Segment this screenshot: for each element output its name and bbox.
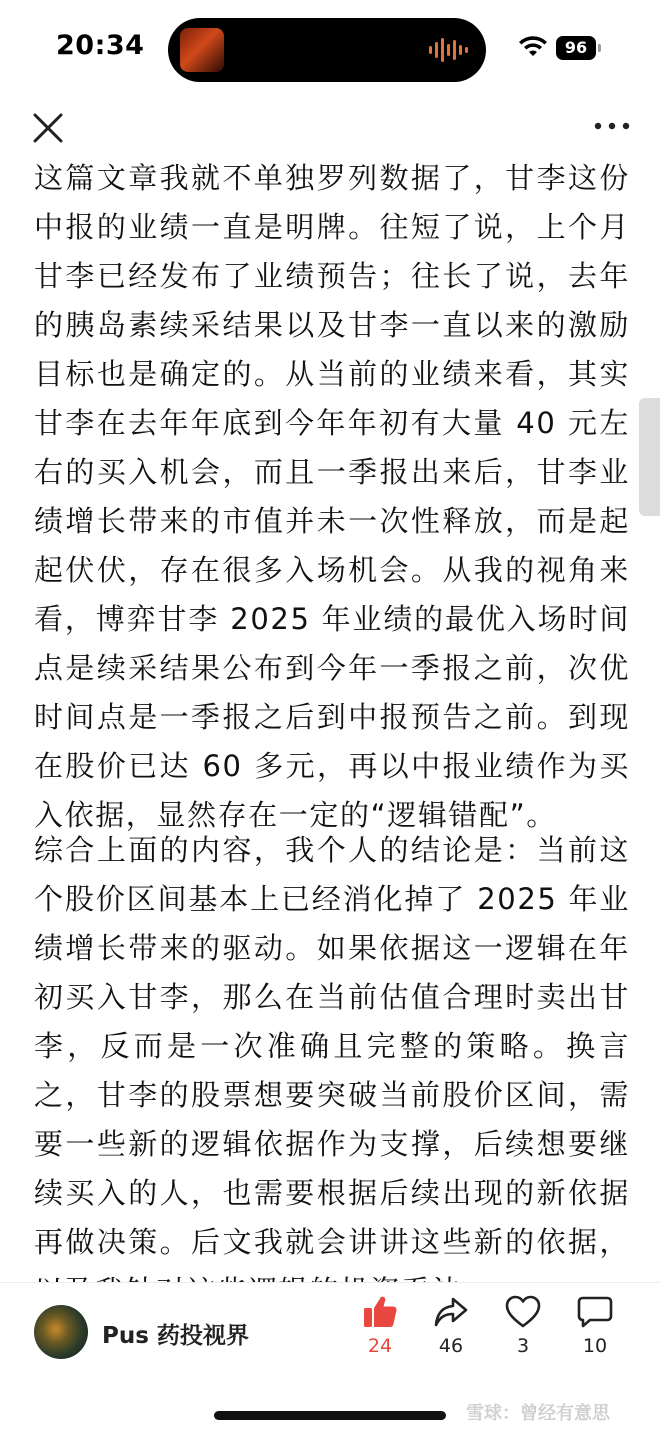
more-options-icon[interactable] (592, 116, 632, 136)
wifi-icon (518, 36, 548, 58)
status-time: 20:34 (56, 30, 145, 61)
share-icon (433, 1295, 469, 1329)
scrollbar-thumb[interactable] (639, 398, 660, 516)
share-button[interactable] (421, 1295, 481, 1375)
status-bar (0, 0, 660, 100)
like-count: 24 (367, 1335, 393, 1357)
dynamic-island[interactable] (168, 18, 486, 82)
close-icon[interactable] (30, 110, 66, 146)
watermark: 雪球：曾经有意思 (466, 1403, 610, 1424)
battery-tip (598, 44, 601, 52)
article-paragraph: 这篇文章我就不单独罗列数据了，甘李这份中报的业绩一直是明牌。往短了说，上个月甘李已经发布了业绩预告；往长了说，去年的胰岛素续采结果以及甘李一直以来的激励目标也是确定的。从当前的业绩来看，其实甘李在去年年底到今年年初有大量 40 元左右的买入机会，而且一季报出来后，甘李业绩增长带来的市值并未一次性释放，而是起起伏伏，存在很多入场机会。从我的视角来看，博弈甘李 2025 年业绩的最优入场时间点是续采结果公布到今年一季报之前，次优时间点是一季报之后到中报预告之前。到现在股价已达 60 多元，再以中报业绩作为买入依据，显然存在一定的“逻辑错配”。 (34, 161, 630, 832)
thumbs-up-icon (362, 1295, 398, 1329)
author-avatar[interactable] (34, 1305, 88, 1359)
now-playing-artwork (180, 28, 224, 72)
article-paragraph: 综合上面的内容，我个人的结论是：当前这个股价区间基本上已经消化掉了 2025 年业绩增长带来的驱动。如果依据这一逻辑在年初买入甘李，那么在当前估值合理时卖出甘李，反而是一次准确且完整的策略。换言之，甘李的股票想要突破当前股价区间，需要一些新的逻辑依据作为支撑，后续想要继续买入的人，也需要根据后续出现的新依据再做决策。后文我就会讲讲这些新的依据， (34, 833, 630, 1259)
bottom-action-bar (0, 1282, 660, 1432)
share-count: 46 (438, 1335, 464, 1357)
home-indicator[interactable] (214, 1411, 446, 1420)
like-button[interactable] (350, 1295, 410, 1375)
audio-waveform-icon (429, 36, 468, 64)
favorite-button[interactable] (493, 1295, 553, 1375)
favorite-count: 3 (516, 1335, 530, 1357)
author-name[interactable]: Pus 药投视界 (102, 1323, 249, 1349)
comment-count: 10 (582, 1335, 608, 1357)
article-body[interactable] (0, 150, 660, 1285)
comment-button[interactable] (565, 1295, 625, 1375)
battery-indicator: 96 (556, 36, 596, 60)
heart-icon (505, 1295, 541, 1329)
comment-icon (577, 1295, 613, 1329)
